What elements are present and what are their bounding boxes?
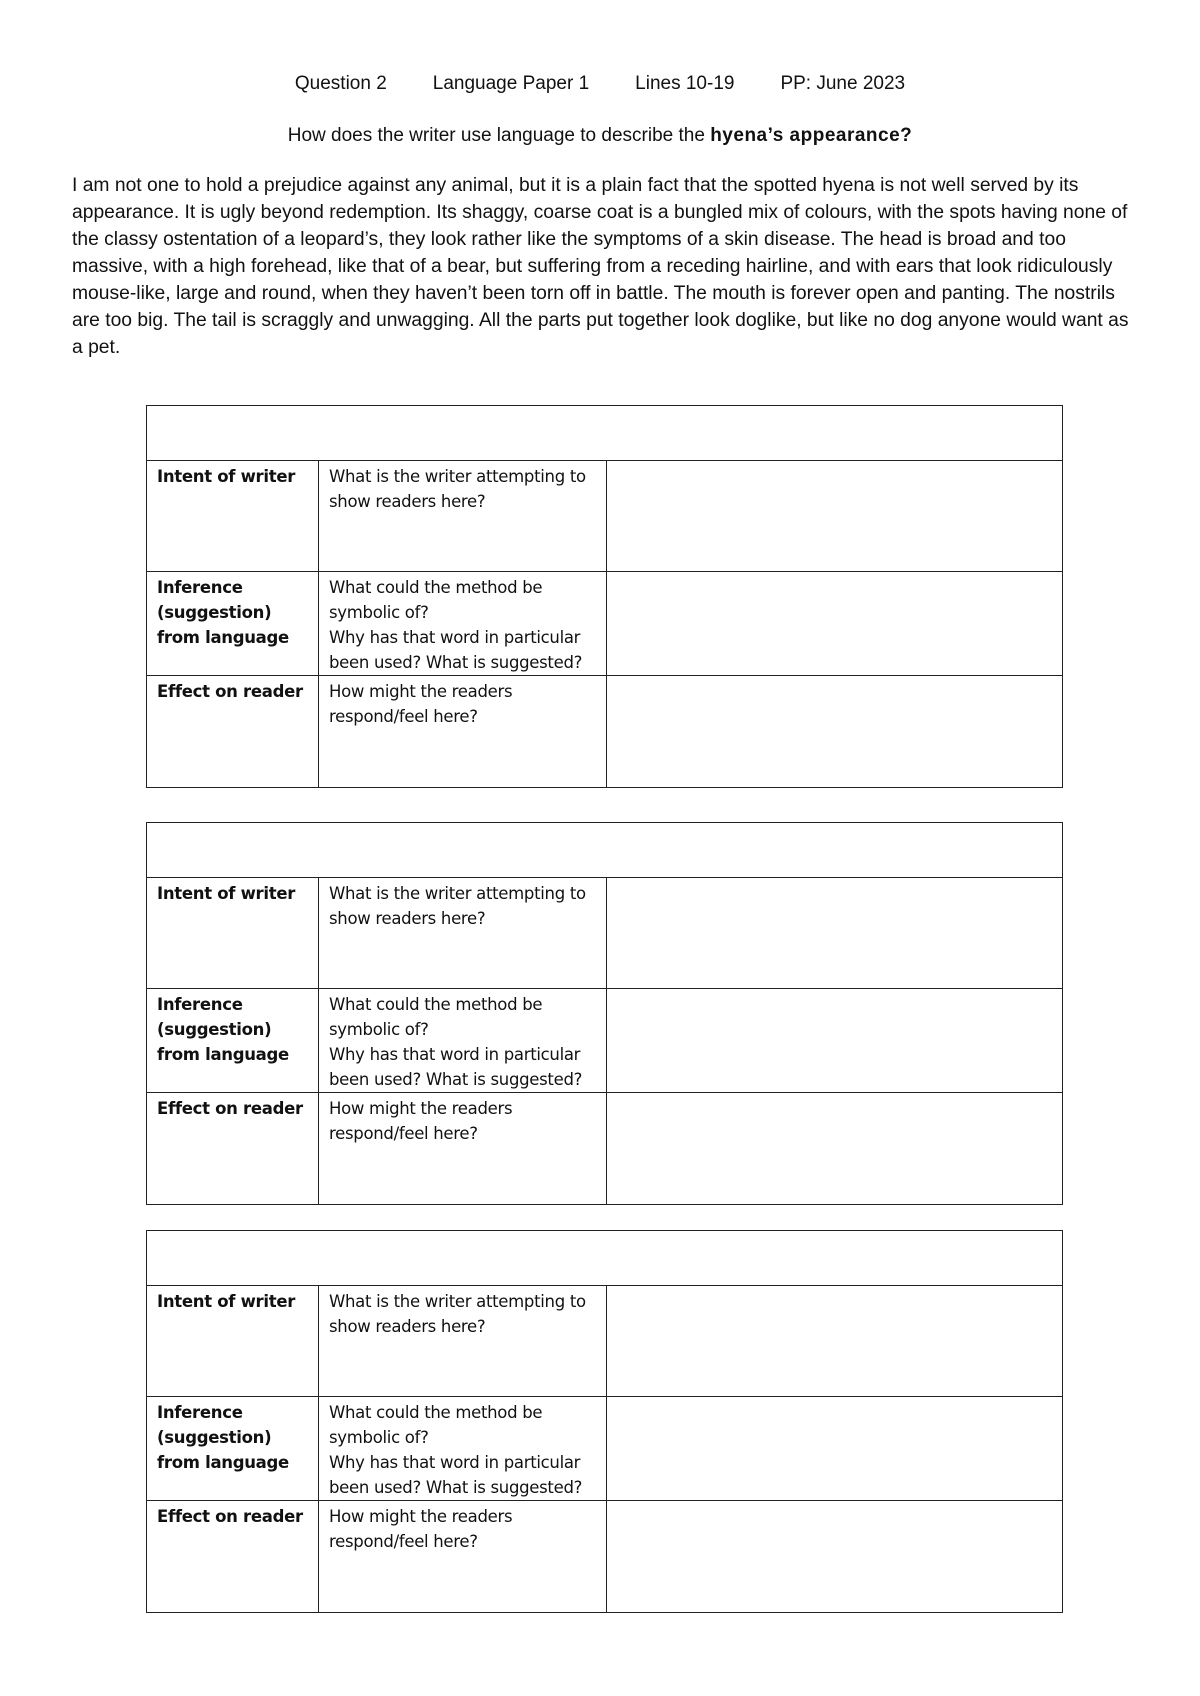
worksheet-header <box>0 72 1200 96</box>
source-extract: I am not one to hold a prejudice against any animal, but it is a plain fact that the spotted hyena is not well served by its appearance. It is ugly beyond redemption. Its shaggy, coarse coat is a bungled mix of colours, with the spots having none of the classy ostentation of a leopard’s, they look rather like the symptoms of a skin disease. The head is broad and too massive, with a high forehead, like that of a bear, but suffering from a receding hairline, and with ears that look ridiculously mouse-like, large and round, when they haven’t been torn off in battle. The mouth is forever open and panting. The nostrils are too big. The tail is scraggly and unwagging. All the parts put together look doglike, but like no dog anyone would want as a pet. <box>72 175 1129 358</box>
analysis-grid-3 <box>146 1230 1063 1613</box>
intent-answer-cell[interactable] <box>607 878 1063 989</box>
inference-prompt-2: Why has that word in particular been used? What is suggested? <box>329 1045 583 1089</box>
inference-prompt-2: Why has that word in particular been used? What is suggested? <box>329 1453 583 1497</box>
effect-answer-cell[interactable] <box>607 676 1063 788</box>
intent-answer-cell[interactable] <box>607 1286 1063 1397</box>
inference-prompt <box>319 1397 607 1501</box>
inference-prompt-1: What could the method be symbolic of? <box>329 1403 543 1447</box>
intent-label: Intent of writer <box>147 878 319 989</box>
analysis-grid-1 <box>146 405 1063 788</box>
inference-prompt <box>319 989 607 1093</box>
effect-label: Effect on reader <box>147 1093 319 1205</box>
intent-label: Intent of writer <box>147 461 319 572</box>
inference-prompt-1: What could the method be symbolic of? <box>329 995 543 1039</box>
line-range: Lines 10-19 <box>635 73 735 94</box>
grid-quotation-cell[interactable] <box>147 823 1063 878</box>
inference-answer-cell[interactable] <box>607 572 1063 676</box>
intent-prompt: What is the writer attempting to show readers here? <box>319 461 607 572</box>
task-question-focus: hyena’s appearance? <box>710 125 913 146</box>
effect-prompt: How might the readers respond/feel here? <box>319 676 607 788</box>
inference-prompt <box>319 572 607 676</box>
past-paper-date: PP: June 2023 <box>780 73 906 94</box>
effect-answer-cell[interactable] <box>607 1501 1063 1613</box>
inference-label: Inference (suggestion) from language <box>147 572 319 676</box>
intent-prompt: What is the writer attempting to show readers here? <box>319 878 607 989</box>
analysis-grid-2 <box>146 822 1063 1205</box>
paper-name: Language Paper 1 <box>432 73 590 94</box>
inference-answer-cell[interactable] <box>607 989 1063 1093</box>
grid-quotation-cell[interactable] <box>147 406 1063 461</box>
inference-prompt-1: What could the method be symbolic of? <box>329 578 543 622</box>
inference-label: Inference (suggestion) from language <box>147 989 319 1093</box>
intent-answer-cell[interactable] <box>607 461 1063 572</box>
inference-prompt-2: Why has that word in particular been used? What is suggested? <box>329 628 583 672</box>
inference-answer-cell[interactable] <box>607 1397 1063 1501</box>
grid-quotation-cell[interactable] <box>147 1231 1063 1286</box>
effect-label: Effect on reader <box>147 676 319 788</box>
intent-label: Intent of writer <box>147 1286 319 1397</box>
intent-prompt: What is the writer attempting to show readers here? <box>319 1286 607 1397</box>
effect-label: Effect on reader <box>147 1501 319 1613</box>
question-number: Question 2 <box>294 73 387 94</box>
effect-prompt: How might the readers respond/feel here? <box>319 1093 607 1205</box>
effect-answer-cell[interactable] <box>607 1093 1063 1205</box>
effect-prompt: How might the readers respond/feel here? <box>319 1501 607 1613</box>
task-question-text: How does the writer use language to describe the <box>287 125 711 146</box>
inference-label: Inference (suggestion) from language <box>147 1397 319 1501</box>
task-question <box>0 124 1200 148</box>
